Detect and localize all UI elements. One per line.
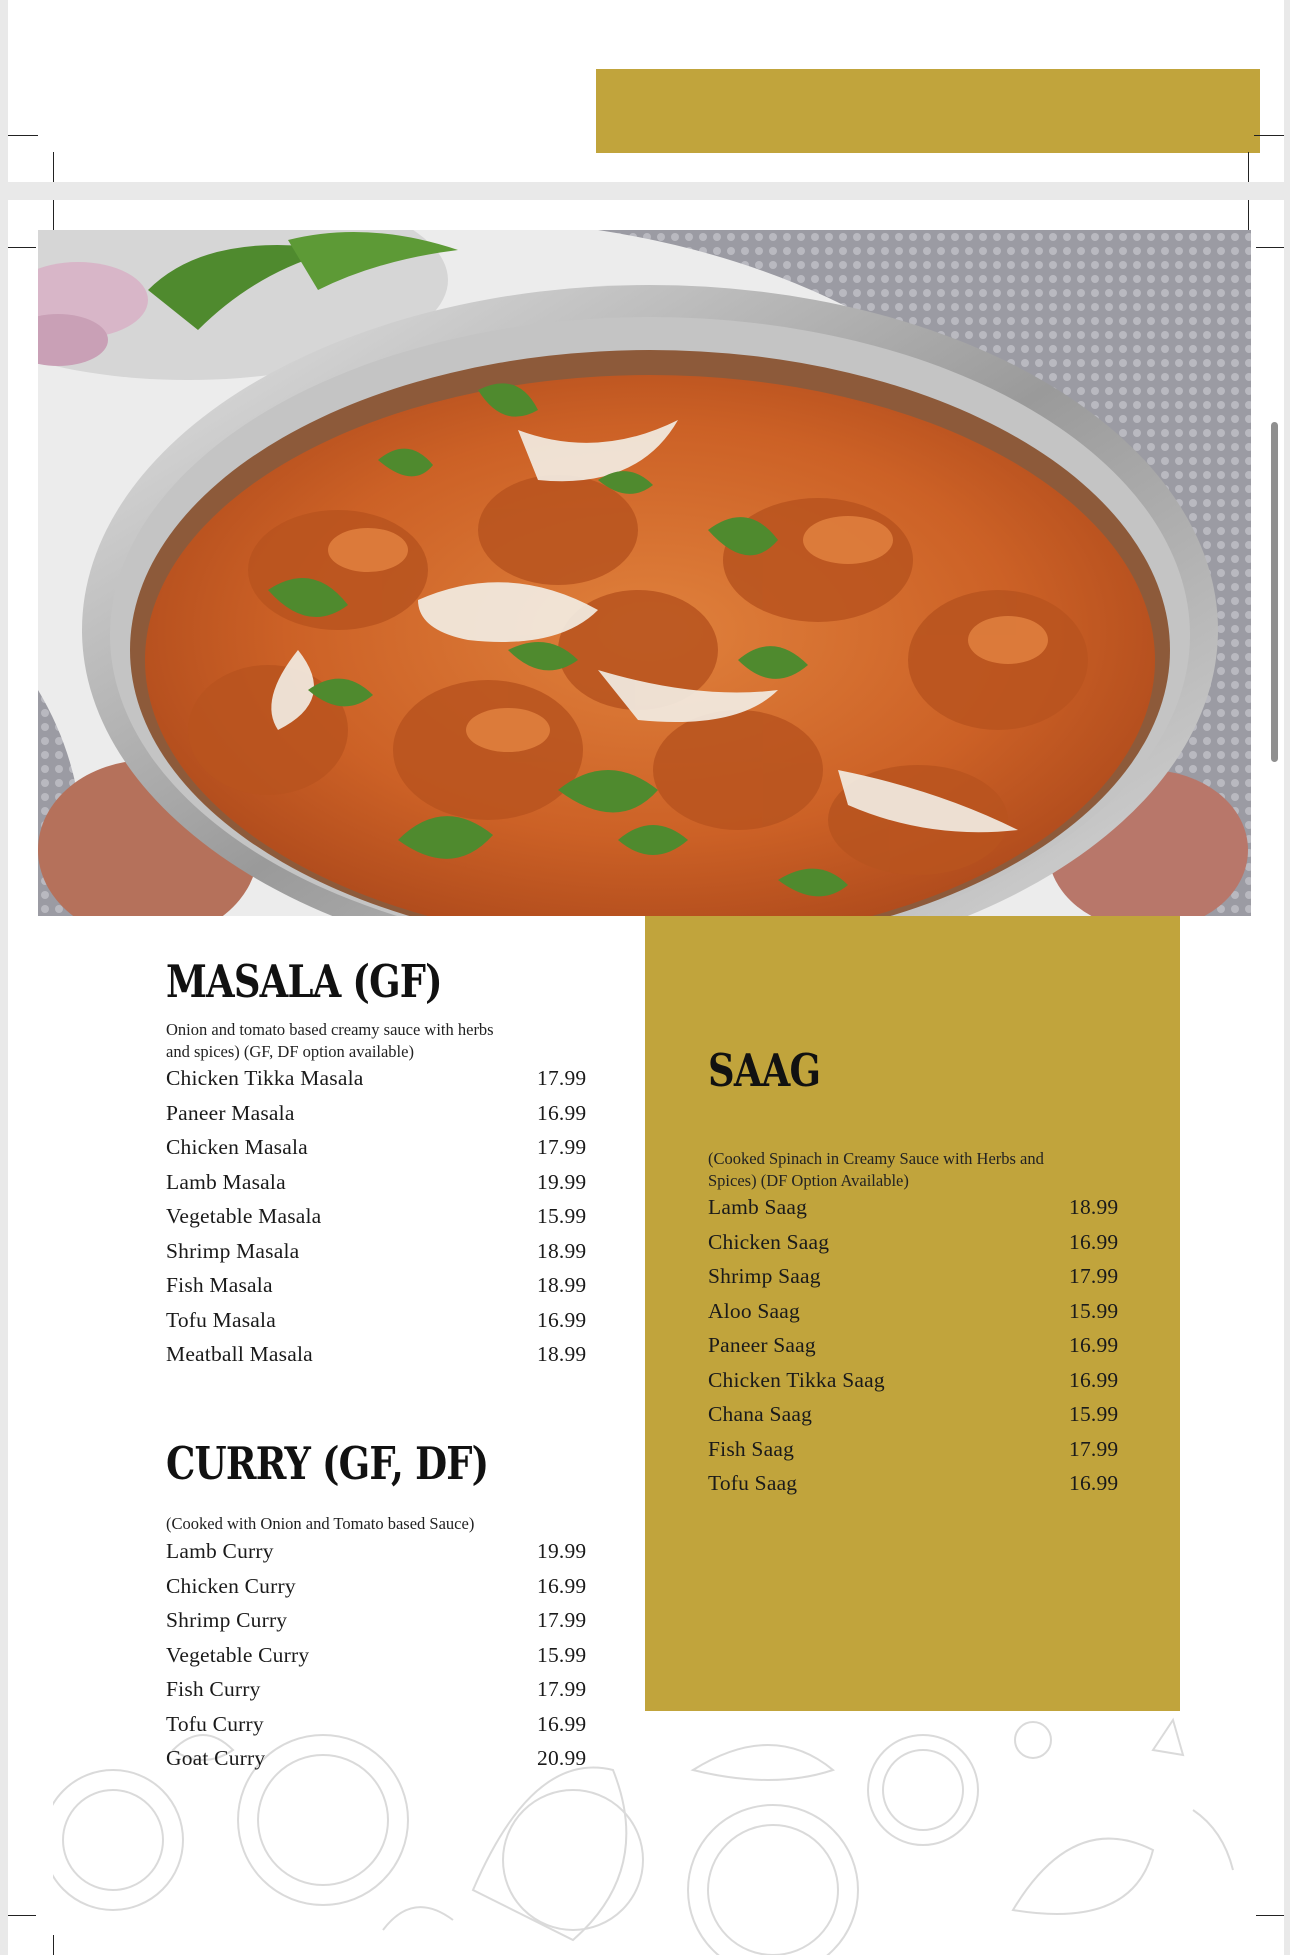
saag-description: (Cooked Spinach in Creamy Sauce with Herbs and Spices) (DF Option Available) xyxy=(708,1149,1044,1190)
item-price: 16.99 xyxy=(537,1573,587,1598)
menu-item xyxy=(708,1230,1128,1265)
masala-section xyxy=(166,955,586,1008)
crop-mark xyxy=(1248,200,1249,230)
menu-item xyxy=(166,1170,596,1205)
item-name: Tofu Saag xyxy=(708,1471,798,1495)
saag-panel xyxy=(645,916,1180,1711)
menu-item xyxy=(166,1273,596,1308)
menu-item xyxy=(166,1643,596,1678)
item-price: 19.99 xyxy=(537,1169,587,1194)
item-name: Fish Saag xyxy=(708,1436,795,1461)
item-price: 17.99 xyxy=(1069,1436,1119,1461)
item-price: 18.99 xyxy=(1069,1195,1119,1219)
item-name: Fish Curry xyxy=(166,1677,261,1701)
menu-item xyxy=(166,1204,596,1239)
menu-item xyxy=(708,1471,1128,1506)
menu-item xyxy=(708,1299,1128,1334)
menu-item xyxy=(166,1342,596,1377)
menu-item xyxy=(708,1264,1128,1299)
masala-description: Onion and tomato based creamy sauce with herbs and spices) (GF, DF option available) xyxy=(166,1020,494,1061)
item-name: Tofu Masala xyxy=(166,1307,276,1332)
menu-item xyxy=(166,1574,596,1609)
item-name: Shrimp Masala xyxy=(166,1238,300,1263)
curry-description: (Cooked with Onion and Tomato based Sauce) xyxy=(166,1514,475,1533)
item-name: Fish Masala xyxy=(166,1273,273,1297)
crop-mark xyxy=(1256,247,1284,248)
item-name: Paneer Masala xyxy=(166,1100,295,1125)
item-price: 17.99 xyxy=(537,1066,587,1090)
item-price: 15.99 xyxy=(1069,1298,1119,1323)
item-name: Shrimp Curry xyxy=(166,1608,288,1632)
tikka-masala-photo xyxy=(38,230,1251,916)
item-price: 15.99 xyxy=(537,1204,587,1228)
crop-mark xyxy=(53,152,54,182)
item-name: Aloo Saag xyxy=(708,1298,800,1323)
item-price: 16.99 xyxy=(1069,1333,1119,1357)
item-price: 16.99 xyxy=(1069,1367,1119,1392)
item-price: 16.99 xyxy=(537,1307,587,1332)
menu-item xyxy=(166,1677,596,1712)
item-price: 16.99 xyxy=(537,1711,587,1736)
item-name: Chicken Curry xyxy=(166,1573,296,1598)
item-price: 19.99 xyxy=(537,1539,587,1563)
menu-item xyxy=(708,1402,1128,1437)
saag-heading: SAAG xyxy=(708,1044,821,1097)
menu-item xyxy=(166,1101,596,1136)
crop-mark xyxy=(8,1915,36,1916)
previous-page xyxy=(8,0,1284,182)
menu-item xyxy=(166,1135,596,1170)
menu-item xyxy=(166,1608,596,1643)
item-name: Paneer Saag xyxy=(708,1333,816,1357)
curry-item-list xyxy=(166,1539,596,1781)
crop-mark xyxy=(8,247,36,248)
menu-page xyxy=(8,200,1284,1955)
menu-item xyxy=(708,1368,1128,1403)
item-price: 16.99 xyxy=(1069,1471,1119,1495)
crop-mark xyxy=(53,1935,54,1955)
crop-mark xyxy=(1248,152,1249,182)
item-name: Vegetable Masala xyxy=(166,1204,322,1228)
item-name: Lamb Saag xyxy=(708,1195,808,1219)
item-price: 17.99 xyxy=(537,1608,587,1632)
menu-item xyxy=(166,1712,596,1747)
item-price: 15.99 xyxy=(1069,1402,1119,1426)
item-price: 17.99 xyxy=(537,1135,587,1159)
menu-item xyxy=(708,1195,1128,1230)
menu-item xyxy=(166,1239,596,1274)
item-name: Chicken Tikka Saag xyxy=(708,1367,885,1392)
item-name: Goat Curry xyxy=(166,1746,266,1770)
item-name: Lamb Masala xyxy=(166,1169,286,1194)
item-price: 18.99 xyxy=(537,1273,587,1297)
menu-item xyxy=(166,1539,596,1574)
crop-mark xyxy=(53,200,54,230)
item-name: Chicken Saag xyxy=(708,1229,830,1254)
item-name: Vegetable Curry xyxy=(166,1642,310,1667)
crop-mark xyxy=(8,135,38,136)
item-name: Shrimp Saag xyxy=(708,1264,821,1288)
curry-heading: CURRY (GF, DF) xyxy=(166,1437,489,1490)
item-price: 15.99 xyxy=(537,1642,587,1667)
item-name: Chicken Masala xyxy=(166,1135,308,1159)
item-price: 16.99 xyxy=(1069,1229,1119,1254)
menu-item xyxy=(708,1437,1128,1472)
item-price: 18.99 xyxy=(537,1238,587,1263)
crop-mark xyxy=(1256,1915,1284,1916)
gold-header-band xyxy=(596,69,1260,153)
item-price: 20.99 xyxy=(537,1746,587,1770)
saag-item-list xyxy=(708,1195,1128,1506)
menu-item xyxy=(708,1333,1128,1368)
item-name: Chana Saag xyxy=(708,1402,813,1426)
item-price: 17.99 xyxy=(537,1677,587,1701)
menu-item xyxy=(166,1066,596,1101)
menu-item xyxy=(166,1308,596,1343)
item-price: 18.99 xyxy=(537,1342,587,1366)
curry-section xyxy=(166,1437,586,1490)
masala-heading: MASALA (GF) xyxy=(166,955,442,1008)
crop-mark xyxy=(1254,135,1284,136)
scrollbar-thumb[interactable] xyxy=(1271,422,1278,762)
item-name: Meatball Masala xyxy=(166,1342,313,1366)
masala-item-list xyxy=(166,1066,596,1377)
item-price: 17.99 xyxy=(1069,1264,1119,1288)
item-name: Chicken Tikka Masala xyxy=(166,1066,364,1090)
item-price: 16.99 xyxy=(537,1100,587,1125)
menu-item xyxy=(166,1746,596,1781)
item-name: Tofu Curry xyxy=(166,1711,264,1736)
item-name: Lamb Curry xyxy=(166,1539,274,1563)
